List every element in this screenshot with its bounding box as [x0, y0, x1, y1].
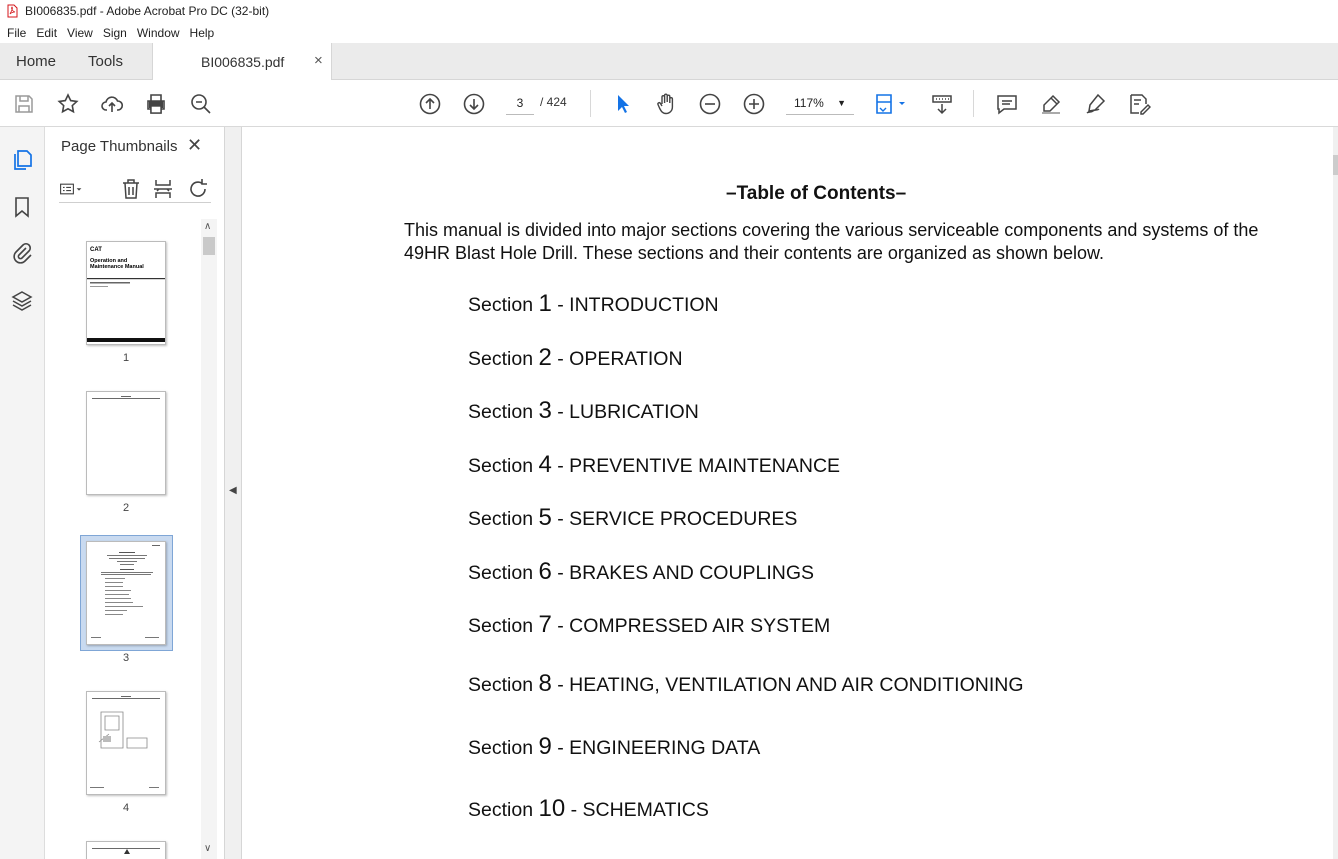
- scrolling-mode-icon[interactable]: [929, 91, 955, 117]
- menu-view[interactable]: View: [67, 25, 93, 40]
- previous-page-icon[interactable]: [417, 91, 443, 117]
- bookmark-icon[interactable]: [10, 195, 34, 219]
- layers-icon[interactable]: [10, 289, 34, 313]
- toc-section: Section 8 - HEATING, VENTILATION AND AIR CONDITIONING: [468, 670, 1024, 697]
- toc-section: Section 4 - PREVENTIVE MAINTENANCE: [468, 451, 841, 478]
- document-scrollbar[interactable]: [1333, 127, 1338, 859]
- highlight-pen-icon[interactable]: [1038, 91, 1064, 117]
- scroll-up-icon[interactable]: ∧: [204, 221, 212, 232]
- toolbar-divider: [973, 90, 974, 117]
- window-title: BI006835.pdf - Adobe Acrobat Pro DC (32-bit): [25, 4, 270, 18]
- toc-section: Section 10 - SCHEMATICS: [468, 795, 709, 822]
- thumbnail-list: [45, 219, 203, 859]
- acrobat-pdf-icon: [5, 4, 19, 18]
- main-toolbar: [0, 80, 1338, 127]
- tab-close-icon[interactable]: ×: [314, 52, 323, 69]
- toolbar-divider: [590, 90, 591, 117]
- attachment-icon[interactable]: [10, 241, 34, 265]
- toc-section: Section 9 - ENGINEERING DATA: [468, 733, 761, 760]
- fill-sign-icon[interactable]: [1126, 91, 1152, 117]
- menu-file[interactable]: File: [7, 25, 27, 40]
- thumbnail-preview: [87, 842, 165, 859]
- save-icon[interactable]: [11, 91, 37, 117]
- chevron-down-icon: ▼: [837, 98, 846, 108]
- scrollbar-thumb[interactable]: [1333, 155, 1338, 175]
- zoom-level-dropdown[interactable]: [786, 91, 854, 115]
- toc-section: Section 7 - COMPRESSED AIR SYSTEM: [468, 611, 831, 638]
- thumbnail-brand: CAT: [90, 247, 102, 253]
- thumbnail-page-2[interactable]: [86, 391, 166, 495]
- comment-icon[interactable]: [994, 91, 1020, 117]
- upload-icon[interactable]: [99, 91, 125, 117]
- rotate-page-icon[interactable]: [187, 177, 211, 201]
- page-thumbnails-panel: [45, 127, 225, 859]
- page-number-input[interactable]: 3: [506, 91, 534, 115]
- zoom-level-value: 117%: [794, 96, 824, 110]
- print-icon[interactable]: [143, 91, 169, 117]
- tab-home[interactable]: Home: [16, 53, 57, 70]
- bookmark-star-icon[interactable]: [55, 91, 81, 117]
- select-cursor-icon[interactable]: [609, 91, 635, 117]
- next-page-icon[interactable]: [461, 91, 487, 117]
- thumbnail-scrollbar[interactable]: [201, 219, 217, 859]
- intro-paragraph: This manual is divided into major sections covering the various serviceable components and systems of the 49HR Blast Hole Drill. These sections and their contents are organized as shown below.: [404, 220, 1259, 263]
- thumbnail-page-4[interactable]: [86, 691, 166, 795]
- svg-text:Maintenance Manual: Maintenance Manual: [90, 264, 144, 270]
- menu-help[interactable]: Help: [189, 25, 215, 40]
- page-thumbnails-icon[interactable]: [10, 148, 34, 172]
- thumbnail-preview: [87, 692, 165, 794]
- page-total: / 424: [540, 95, 567, 109]
- thumbnail-preview: [87, 542, 165, 644]
- zoom-in-icon[interactable]: [741, 91, 767, 117]
- zoom-out-icon[interactable]: [697, 91, 723, 117]
- panel-title: Page Thumbnails: [61, 138, 178, 155]
- thumbnail-number: 1: [122, 352, 130, 364]
- close-icon[interactable]: ✕: [187, 135, 203, 155]
- hand-tool-icon[interactable]: [653, 91, 679, 117]
- panel-splitter[interactable]: [225, 127, 242, 859]
- svg-text:Operation and: Operation and: [90, 258, 128, 264]
- collapse-panel-icon[interactable]: ◀: [229, 485, 237, 496]
- search-zoom-icon[interactable]: [188, 91, 214, 117]
- menu-bar: [0, 22, 1338, 43]
- toc-section: Section 2 - OPERATION: [468, 344, 683, 371]
- tab-bar: [0, 43, 1338, 80]
- title-bar: [0, 0, 1338, 22]
- thumbnail-page-5[interactable]: [86, 841, 166, 859]
- delete-page-icon[interactable]: [119, 177, 143, 201]
- thumbnail-number: 2: [122, 502, 130, 514]
- thumbnail-page-3[interactable]: [86, 541, 166, 645]
- tab-tools[interactable]: Tools: [88, 53, 124, 70]
- scrollbar-thumb[interactable]: [203, 237, 215, 255]
- menu-sign[interactable]: Sign: [102, 25, 127, 40]
- thumbnail-options-icon[interactable]: [59, 177, 83, 201]
- menu-window[interactable]: Window: [136, 25, 180, 40]
- thumbnail-preview: [87, 392, 165, 494]
- extract-pages-icon[interactable]: [151, 177, 175, 201]
- scroll-down-icon[interactable]: ∨: [204, 843, 212, 854]
- thumbnail-page-1[interactable]: [86, 241, 166, 345]
- toc-section: Section 1 - INTRODUCTION: [468, 290, 719, 317]
- toc-section: Section 6 - BRAKES AND COUPLINGS: [468, 558, 815, 585]
- tab-document-label: BI006835.pdf: [201, 54, 285, 70]
- tab-document[interactable]: [152, 43, 332, 80]
- thumbnail-toolbar: [59, 177, 211, 203]
- sign-pen-icon[interactable]: [1082, 91, 1108, 117]
- page-fit-icon[interactable]: [872, 91, 912, 117]
- toc-section: Section 5 - SERVICE PROCEDURES: [468, 504, 798, 531]
- thumbnail-number: 3: [122, 652, 130, 664]
- toc-section: Section 3 - LUBRICATION: [468, 397, 699, 424]
- menu-edit[interactable]: Edit: [36, 25, 58, 40]
- thumbnail-preview: [87, 242, 165, 344]
- thumbnail-number: 4: [122, 802, 130, 814]
- page-heading: –Table of Contents–: [726, 183, 907, 204]
- left-navigation-rail: [0, 127, 45, 859]
